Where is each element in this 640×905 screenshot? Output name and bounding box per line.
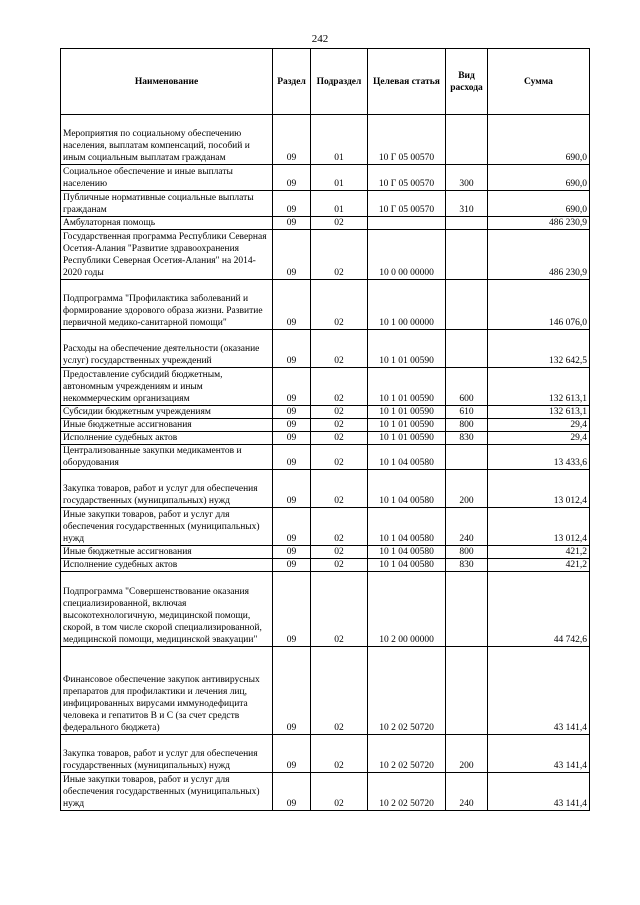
cell-expense-type: 830 [446,432,488,445]
cell-subsection: 01 [311,191,368,217]
cell-expense-type [446,330,488,368]
cell-section: 09 [273,546,311,559]
cell-target: 10 2 02 50720 [368,735,446,773]
cell-target: 10 1 04 00580 [368,546,446,559]
cell-target: 10 Г 05 00570 [368,191,446,217]
cell-amount: 43 141,4 [488,735,590,773]
cell-expense-type: 240 [446,508,488,546]
cell-name: Закупка товаров, работ и услуг для обеспечения государственных (муниципальных) нужд [61,470,273,508]
cell-subsection: 02 [311,406,368,419]
cell-target: 10 1 01 00590 [368,432,446,445]
cell-expense-type: 600 [446,368,488,406]
table-row [61,280,590,330]
cell-amount: 486 230,9 [488,230,590,280]
cell-amount: 13 012,4 [488,470,590,508]
cell-subsection: 02 [311,508,368,546]
cell-subsection: 02 [311,419,368,432]
cell-amount: 486 230,9 [488,217,590,230]
header-name: Наименование [61,49,273,115]
table-row [61,217,590,230]
cell-subsection: 02 [311,217,368,230]
cell-expense-type: 200 [446,735,488,773]
cell-name: Мероприятия по социальному обеспечению населения, выплатам компенсаций, пособий и иным социальным выплатам гражданам [61,115,273,165]
cell-amount: 690,0 [488,115,590,165]
cell-name: Централизованные закупки медикаментов и оборудования [61,445,273,470]
cell-expense-type: 800 [446,546,488,559]
cell-section: 09 [273,445,311,470]
table-row [61,735,590,773]
cell-amount: 13 012,4 [488,508,590,546]
cell-amount: 43 141,4 [488,773,590,811]
table-row [61,647,590,735]
table-row [61,546,590,559]
cell-section: 09 [273,419,311,432]
header-expense-type: Вид расхода [446,49,488,115]
cell-subsection: 02 [311,445,368,470]
cell-name: Амбулаторная помощь [61,217,273,230]
cell-amount: 43 141,4 [488,647,590,735]
cell-expense-type: 610 [446,406,488,419]
cell-name: Иные бюджетные ассигнования [61,419,273,432]
cell-target: 10 1 04 00580 [368,445,446,470]
cell-section: 09 [273,165,311,191]
header-target: Целевая статья [368,49,446,115]
table-row [61,572,590,647]
cell-expense-type [446,445,488,470]
table-row [61,165,590,191]
cell-section: 09 [273,280,311,330]
cell-target: 10 1 04 00580 [368,508,446,546]
cell-amount: 13 433,6 [488,445,590,470]
cell-subsection: 02 [311,546,368,559]
cell-section: 09 [273,470,311,508]
cell-name: Финансовое обеспечение закупок антивирусных препаратов для профилактики и лечения лиц, инфицированных вирусами иммунодефицита человека и гепатитов В и С (за счет средств федерального бюджета) [61,647,273,735]
cell-expense-type: 240 [446,773,488,811]
cell-target: 10 1 01 00590 [368,406,446,419]
cell-expense-type: 830 [446,559,488,572]
cell-amount: 690,0 [488,191,590,217]
cell-amount: 132 642,5 [488,330,590,368]
cell-target: 10 1 01 00590 [368,330,446,368]
cell-target: 10 1 01 00590 [368,368,446,406]
table-row [61,432,590,445]
cell-section: 09 [273,559,311,572]
table-row [61,330,590,368]
cell-name: Социальное обеспечение и иные выплаты населению [61,165,273,191]
cell-expense-type: 310 [446,191,488,217]
cell-expense-type [446,572,488,647]
table-row [61,470,590,508]
header-subsection: Подраздел [311,49,368,115]
cell-subsection: 02 [311,330,368,368]
cell-section: 09 [273,191,311,217]
table-row [61,230,590,280]
cell-subsection: 02 [311,647,368,735]
cell-subsection: 02 [311,773,368,811]
cell-section: 09 [273,647,311,735]
cell-section: 09 [273,572,311,647]
header-section: Раздел [273,49,311,115]
cell-name: Расходы на обеспечение деятельности (оказание услуг) государственных учреждений [61,330,273,368]
cell-name: Предоставление субсидий бюджетным, автономным учреждениям и иным некоммерческим организациям [61,368,273,406]
table-row [61,115,590,165]
cell-target: 10 1 00 00000 [368,280,446,330]
cell-expense-type [446,217,488,230]
cell-section: 09 [273,735,311,773]
cell-amount: 29,4 [488,419,590,432]
cell-name: Подпрограмма "Профилактика заболеваний и формирование здорового образа жизни. Развитие первичной медико-санитарной помощи" [61,280,273,330]
cell-subsection: 02 [311,432,368,445]
cell-expense-type: 200 [446,470,488,508]
cell-section: 09 [273,368,311,406]
cell-amount: 146 076,0 [488,280,590,330]
cell-section: 09 [273,432,311,445]
cell-subsection: 02 [311,572,368,647]
cell-target: 10 1 04 00580 [368,559,446,572]
cell-amount: 421,2 [488,546,590,559]
table-row [61,508,590,546]
cell-section: 09 [273,406,311,419]
cell-amount: 132 613,1 [488,368,590,406]
cell-name: Исполнение судебных актов [61,559,273,572]
cell-name: Иные бюджетные ассигнования [61,546,273,559]
cell-expense-type [446,280,488,330]
cell-expense-type: 300 [446,165,488,191]
cell-subsection: 01 [311,165,368,191]
table-row [61,419,590,432]
cell-target: 10 0 00 00000 [368,230,446,280]
cell-expense-type: 800 [446,419,488,432]
cell-subsection: 02 [311,280,368,330]
cell-target: 10 2 02 50720 [368,647,446,735]
cell-target: 10 1 01 00590 [368,419,446,432]
cell-section: 09 [273,115,311,165]
table-row [61,559,590,572]
cell-target: 10 Г 05 00570 [368,115,446,165]
cell-name: Подпрограмма "Совершенствование оказания специализированной, включая высокотехнологичную, медицинской помощи, скорой, в том числе скорой специализированной, медицинской помощи, медицинской эвакуации" [61,572,273,647]
cell-target: 10 1 04 00580 [368,470,446,508]
cell-name: Иные закупки товаров, работ и услуг для обеспечения государственных (муниципальных) нужд [61,508,273,546]
cell-section: 09 [273,330,311,368]
page-number: 242 [311,33,329,45]
cell-amount: 690,0 [488,165,590,191]
cell-amount: 132 613,1 [488,406,590,419]
cell-section: 09 [273,773,311,811]
table-row [61,368,590,406]
cell-name: Публичные нормативные социальные выплаты гражданам [61,191,273,217]
cell-subsection: 02 [311,735,368,773]
cell-amount: 44 742,6 [488,572,590,647]
cell-subsection: 01 [311,115,368,165]
cell-name: Закупка товаров, работ и услуг для обеспечения государственных (муниципальных) нужд [61,735,273,773]
table-row [61,406,590,419]
cell-name: Субсидии бюджетным учреждениям [61,406,273,419]
cell-name: Иные закупки товаров, работ и услуг для обеспечения государственных (муниципальных) нужд [61,773,273,811]
cell-target [368,217,446,230]
cell-section: 09 [273,508,311,546]
cell-subsection: 02 [311,559,368,572]
table-header-row [61,49,590,115]
cell-name: Государственная программа Республики Северная Осетия-Алания "Развитие здравоохранения Республики Северная Осетия-Алания" на 2014-2020 годы [61,230,273,280]
cell-expense-type [446,647,488,735]
table-row [61,445,590,470]
cell-expense-type [446,115,488,165]
cell-subsection: 02 [311,230,368,280]
cell-target: 10 2 00 00000 [368,572,446,647]
cell-target: 10 Г 05 00570 [368,165,446,191]
cell-subsection: 02 [311,470,368,508]
cell-subsection: 02 [311,368,368,406]
cell-amount: 29,4 [488,432,590,445]
cell-name: Исполнение судебных актов [61,432,273,445]
table-row [61,773,590,811]
header-amount: Сумма [488,49,590,115]
cell-section: 09 [273,230,311,280]
budget-table [60,48,590,811]
cell-target: 10 2 02 50720 [368,773,446,811]
cell-expense-type [446,230,488,280]
cell-section: 09 [273,217,311,230]
cell-amount: 421,2 [488,559,590,572]
table-row [61,191,590,217]
